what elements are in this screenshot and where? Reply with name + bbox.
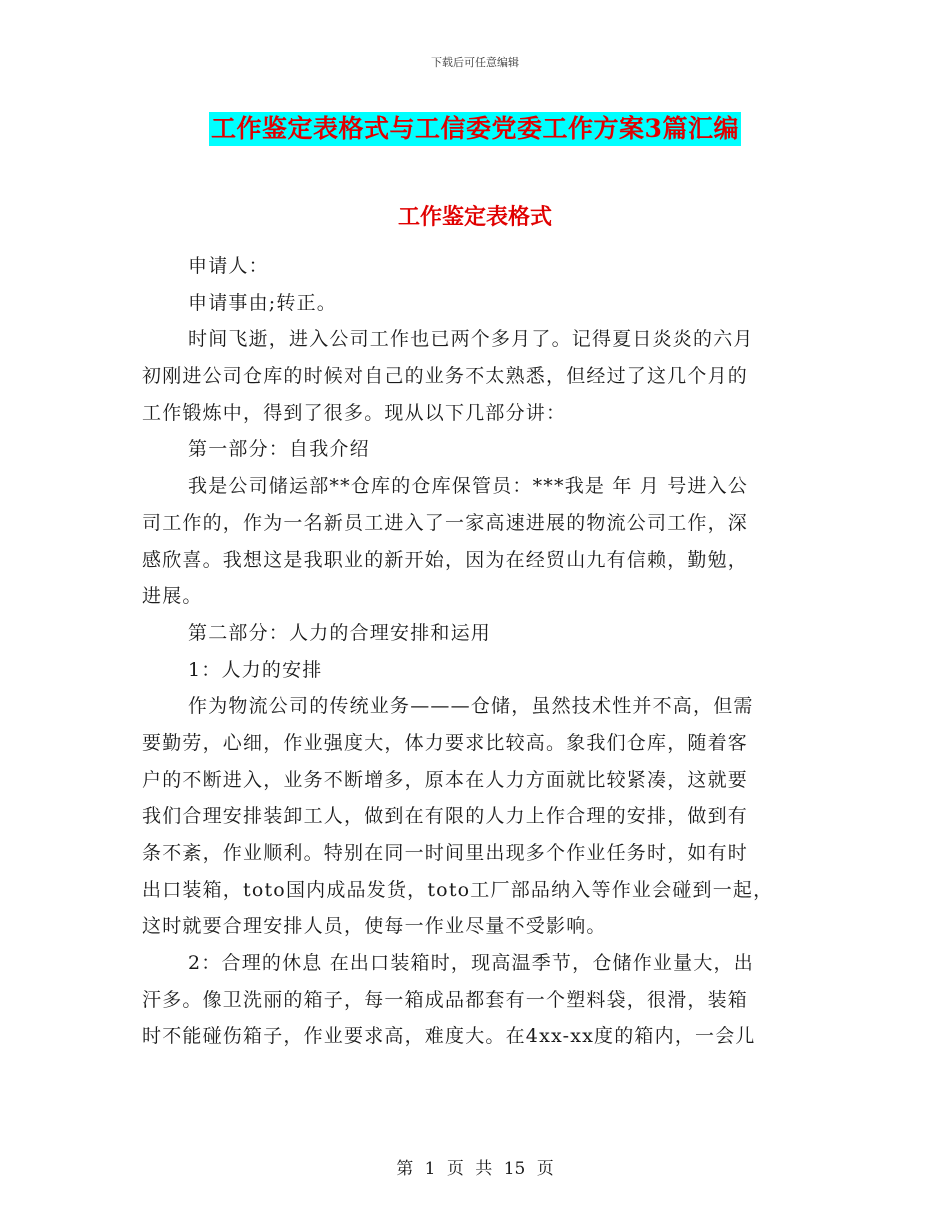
text-line: 第一部分：自我介绍 <box>188 438 370 461</box>
document-body <box>142 248 812 1055</box>
document-title: 工作鉴定表格式与工信委党委工作方案3篇汇编 <box>209 112 741 146</box>
page-header-note: 下载后可任意编辑 <box>431 56 519 69</box>
text-line: 汗多。像卫洗丽的箱子，每一箱成品都套有一个塑料袋，很滑，装箱 <box>142 988 749 1011</box>
text-line: 作为物流公司的传统业务———仓储，虽然技术性并不高，但需 <box>188 695 754 718</box>
text-line: 第二部分：人力的合理安排和运用 <box>188 621 492 644</box>
text-line: 感欣喜。我想这是我职业的新开始，因为在经贸山九有信赖，勤勉， <box>142 548 749 571</box>
text-line: 条不紊，作业顺利。特别在同一时间里出现多个作业任务时，如有时 <box>142 842 749 864</box>
text-line: 申请事由;转正。 <box>188 291 338 314</box>
text-line: 时间飞逝，进入公司工作也已两个多月了。记得夏日炎炎的六月 <box>188 328 754 351</box>
text-line: 这时就要合理安排人员，使每一作业尽量不受影响。 <box>142 915 607 938</box>
text-line: 我是公司储运部**仓库的仓库保管员：***我是 年 月 号进入公 <box>188 475 749 498</box>
text-line: 要勤劳，心细，作业强度大，体力要求比较高。象我们仓库，随着客 <box>142 731 749 754</box>
text-line: 2：合理的休息 在出口装箱时，现高温季节，仓储作业量大，出 <box>188 952 754 975</box>
section-title: 工作鉴定表格式 <box>397 204 552 230</box>
text-line: 户的不断进入，业务不断增多，原本在人力方面就比较紧凑，这就要 <box>142 768 749 791</box>
text-line: 进展。 <box>142 585 203 608</box>
page-number-footer: 第 1 页 共 15 页 <box>396 1159 554 1179</box>
text-line: 时不能碰伤箱子，作业要求高，难度大。在4xx-xx度的箱内，一会儿 <box>142 1025 756 1048</box>
text-line: 申请人： <box>188 255 269 277</box>
document-title-wrapper <box>0 112 950 146</box>
text-line: 工作锻炼中，得到了很多。现从以下几部分讲： <box>142 401 567 424</box>
text-line: 初刚进公司仓库的时候对自己的业务不太熟悉，但经过了这几个月的 <box>142 365 749 388</box>
text-line: 1：人力的安排 <box>188 658 323 681</box>
text-line: 出口装箱，toto国内成品发货，toto工厂部品纳入等作业会碰到一起， <box>142 878 774 901</box>
text-line: 我们合理安排装卸工人，做到在有限的人力上作合理的安排，做到有 <box>142 805 749 828</box>
text-line: 司工作的，作为一名新员工进入了一家高速进展的物流公司工作，深 <box>142 511 749 534</box>
